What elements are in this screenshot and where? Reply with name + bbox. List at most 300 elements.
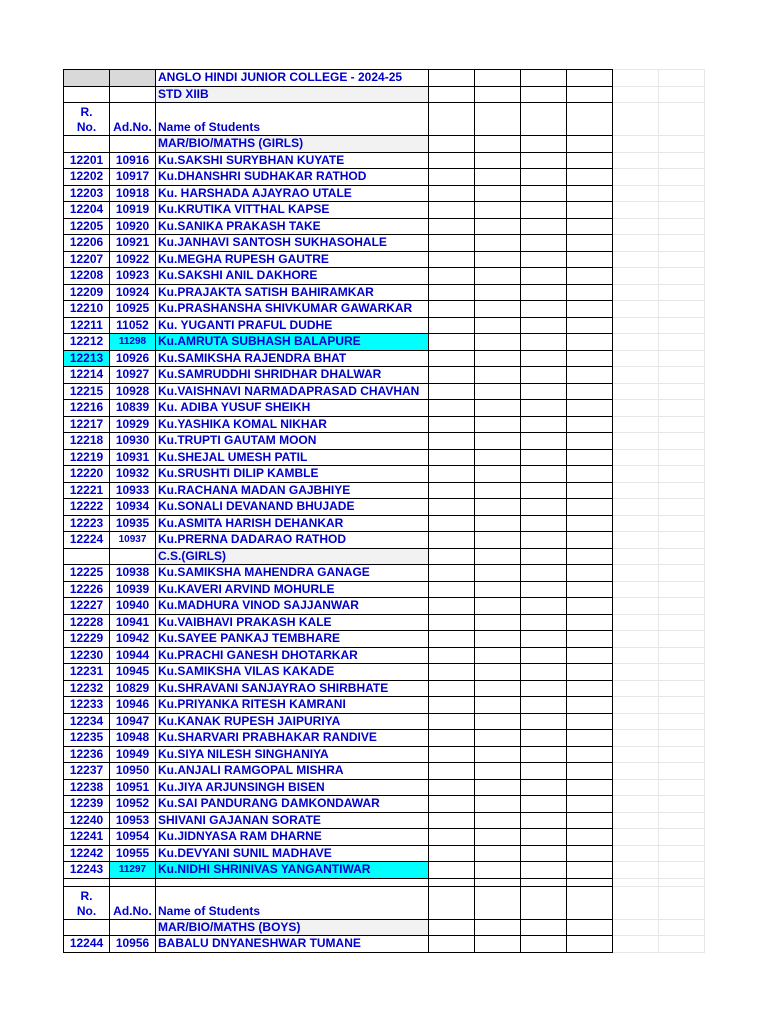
- empty-cell[interactable]: [429, 86, 475, 103]
- gridline-cell[interactable]: [613, 647, 659, 664]
- student-name[interactable]: Ku.PRERNA DADARAO RATHOD: [156, 532, 429, 549]
- gridline-cell[interactable]: [613, 334, 659, 351]
- gridline-cell[interactable]: [613, 499, 659, 516]
- empty-cell[interactable]: [429, 383, 475, 400]
- student-name[interactable]: Ku.SAMRUDDHI SHRIDHAR DHALWAR: [156, 367, 429, 384]
- empty-cell[interactable]: [521, 202, 567, 219]
- gridline-cell[interactable]: [613, 185, 659, 202]
- gridline-cell[interactable]: [659, 796, 705, 813]
- gridline-cell[interactable]: [659, 779, 705, 796]
- gridline-cell[interactable]: [613, 218, 659, 235]
- empty-cell[interactable]: [429, 433, 475, 450]
- gridline-cell[interactable]: [659, 103, 705, 136]
- roll-number[interactable]: 12230: [64, 647, 110, 664]
- admission-number[interactable]: 10939: [110, 581, 156, 598]
- admission-number[interactable]: 10937: [110, 532, 156, 549]
- empty-cell[interactable]: [475, 730, 521, 747]
- roll-number[interactable]: 12210: [64, 301, 110, 318]
- empty-cell[interactable]: [475, 845, 521, 862]
- student-name[interactable]: Ku.JIDNYASA RAM DHARNE: [156, 829, 429, 846]
- gridline-cell[interactable]: [613, 433, 659, 450]
- roll-number[interactable]: 12238: [64, 779, 110, 796]
- empty-cell[interactable]: [521, 631, 567, 648]
- empty-cell[interactable]: [475, 919, 521, 936]
- gridline-cell[interactable]: [659, 334, 705, 351]
- admission-number[interactable]: 10949: [110, 746, 156, 763]
- empty-cell[interactable]: [521, 713, 567, 730]
- roll-number[interactable]: 12229: [64, 631, 110, 648]
- empty-cell[interactable]: [567, 400, 613, 417]
- empty-cell[interactable]: [475, 466, 521, 483]
- empty-cell[interactable]: [429, 763, 475, 780]
- empty-cell[interactable]: [521, 845, 567, 862]
- empty-cell[interactable]: [521, 185, 567, 202]
- empty-cell[interactable]: [475, 598, 521, 615]
- empty-cell[interactable]: [429, 202, 475, 219]
- gridline-cell[interactable]: [613, 350, 659, 367]
- empty-cell[interactable]: [475, 218, 521, 235]
- empty-cell[interactable]: [521, 449, 567, 466]
- gridline-cell[interactable]: [613, 367, 659, 384]
- admission-number[interactable]: 10947: [110, 713, 156, 730]
- gridline-cell[interactable]: [659, 548, 705, 565]
- empty-cell[interactable]: [567, 202, 613, 219]
- gridline-cell[interactable]: [659, 218, 705, 235]
- gridline-cell[interactable]: [659, 433, 705, 450]
- roll-number[interactable]: 12222: [64, 499, 110, 516]
- roll-number[interactable]: 12201: [64, 152, 110, 169]
- roll-number[interactable]: 12243: [64, 862, 110, 879]
- college-title[interactable]: ANGLO HINDI JUNIOR COLLEGE - 2024-25: [156, 70, 429, 87]
- empty-cell[interactable]: [567, 548, 613, 565]
- empty-cell[interactable]: [521, 796, 567, 813]
- admission-number[interactable]: 10924: [110, 284, 156, 301]
- empty-cell[interactable]: [429, 680, 475, 697]
- empty-cell[interactable]: [64, 70, 110, 87]
- empty-cell[interactable]: [475, 317, 521, 334]
- gridline-cell[interactable]: [613, 70, 659, 87]
- empty-cell[interactable]: [567, 779, 613, 796]
- empty-cell[interactable]: [475, 631, 521, 648]
- admission-number[interactable]: 10920: [110, 218, 156, 235]
- admission-number[interactable]: 10926: [110, 350, 156, 367]
- roll-number[interactable]: 12234: [64, 713, 110, 730]
- empty-cell[interactable]: [475, 763, 521, 780]
- admission-number[interactable]: 10918: [110, 185, 156, 202]
- roll-number[interactable]: 12226: [64, 581, 110, 598]
- roll-number[interactable]: 12239: [64, 796, 110, 813]
- gridline-cell[interactable]: [659, 169, 705, 186]
- empty-cell[interactable]: [567, 598, 613, 615]
- empty-cell[interactable]: [521, 598, 567, 615]
- student-name[interactable]: Ku.SAMIKSHA MAHENDRA GANAGE: [156, 565, 429, 582]
- empty-cell[interactable]: [567, 647, 613, 664]
- gridline-cell[interactable]: [659, 647, 705, 664]
- empty-cell[interactable]: [567, 581, 613, 598]
- student-name[interactable]: BABALU DNYANESHWAR TUMANE: [156, 936, 429, 953]
- empty-cell[interactable]: [429, 152, 475, 169]
- empty-cell[interactable]: [521, 268, 567, 285]
- empty-cell[interactable]: [567, 664, 613, 681]
- roll-number[interactable]: 12204: [64, 202, 110, 219]
- gridline-cell[interactable]: [613, 862, 659, 879]
- admission-number[interactable]: 10954: [110, 829, 156, 846]
- empty-cell[interactable]: [521, 350, 567, 367]
- empty-cell[interactable]: [64, 919, 110, 936]
- empty-cell[interactable]: [429, 235, 475, 252]
- roll-number[interactable]: 12219: [64, 449, 110, 466]
- empty-cell[interactable]: [429, 334, 475, 351]
- admission-number[interactable]: 10922: [110, 251, 156, 268]
- empty-cell[interactable]: [475, 152, 521, 169]
- empty-cell[interactable]: [521, 647, 567, 664]
- empty-cell[interactable]: [429, 185, 475, 202]
- admission-number[interactable]: 10945: [110, 664, 156, 681]
- gridline-cell[interactable]: [659, 416, 705, 433]
- student-name[interactable]: Ku. YUGANTI PRAFUL DUDHE: [156, 317, 429, 334]
- empty-cell[interactable]: [475, 614, 521, 631]
- empty-cell[interactable]: [521, 466, 567, 483]
- student-name[interactable]: Ku.SRUSHTI DILIP KAMBLE: [156, 466, 429, 483]
- empty-cell[interactable]: [567, 919, 613, 936]
- roll-number[interactable]: 12233: [64, 697, 110, 714]
- empty-cell[interactable]: [521, 878, 567, 886]
- empty-cell[interactable]: [567, 713, 613, 730]
- gridline-cell[interactable]: [613, 919, 659, 936]
- gridline-cell[interactable]: [659, 268, 705, 285]
- empty-cell[interactable]: [567, 383, 613, 400]
- empty-cell[interactable]: [475, 878, 521, 886]
- student-name[interactable]: Ku.SHEJAL UMESH PATIL: [156, 449, 429, 466]
- empty-cell[interactable]: [567, 631, 613, 648]
- column-header-adno[interactable]: Ad.No.: [110, 886, 156, 919]
- empty-cell[interactable]: [521, 103, 567, 136]
- empty-cell[interactable]: [64, 878, 110, 886]
- roll-number[interactable]: 12225: [64, 565, 110, 582]
- gridline-cell[interactable]: [659, 812, 705, 829]
- empty-cell[interactable]: [429, 812, 475, 829]
- gridline-cell[interactable]: [659, 581, 705, 598]
- roll-number[interactable]: 12228: [64, 614, 110, 631]
- empty-cell[interactable]: [475, 796, 521, 813]
- empty-cell[interactable]: [521, 334, 567, 351]
- empty-cell[interactable]: [521, 532, 567, 549]
- admission-number[interactable]: 10950: [110, 763, 156, 780]
- admission-number[interactable]: 10931: [110, 449, 156, 466]
- empty-cell[interactable]: [567, 152, 613, 169]
- roll-number[interactable]: 12241: [64, 829, 110, 846]
- admission-number[interactable]: 10944: [110, 647, 156, 664]
- admission-number[interactable]: 10935: [110, 515, 156, 532]
- empty-cell[interactable]: [521, 284, 567, 301]
- gridline-cell[interactable]: [613, 664, 659, 681]
- gridline-cell[interactable]: [659, 730, 705, 747]
- empty-cell[interactable]: [475, 268, 521, 285]
- roll-number[interactable]: 12215: [64, 383, 110, 400]
- empty-cell[interactable]: [475, 680, 521, 697]
- student-name[interactable]: Ku. ADIBA YUSUF SHEIKH: [156, 400, 429, 417]
- admission-number[interactable]: 10829: [110, 680, 156, 697]
- roll-number[interactable]: 12216: [64, 400, 110, 417]
- empty-cell[interactable]: [475, 499, 521, 516]
- student-name[interactable]: Ku.YASHIKA KOMAL NIKHAR: [156, 416, 429, 433]
- empty-cell[interactable]: [110, 86, 156, 103]
- gridline-cell[interactable]: [659, 845, 705, 862]
- empty-cell[interactable]: [475, 70, 521, 87]
- empty-cell[interactable]: [429, 482, 475, 499]
- empty-cell[interactable]: [521, 548, 567, 565]
- student-name[interactable]: Ku.SIYA NILESH SINGHANIYA: [156, 746, 429, 763]
- empty-cell[interactable]: [521, 515, 567, 532]
- empty-cell[interactable]: [429, 697, 475, 714]
- empty-cell[interactable]: [521, 779, 567, 796]
- empty-cell[interactable]: [64, 86, 110, 103]
- empty-cell[interactable]: [429, 251, 475, 268]
- empty-cell[interactable]: [475, 350, 521, 367]
- gridline-cell[interactable]: [613, 482, 659, 499]
- roll-number[interactable]: 12207: [64, 251, 110, 268]
- student-name[interactable]: Ku.SHARVARI PRABHAKAR RANDIVE: [156, 730, 429, 747]
- empty-cell[interactable]: [567, 317, 613, 334]
- student-name[interactable]: Ku.SAYEE PANKAJ TEMBHARE: [156, 631, 429, 648]
- empty-cell[interactable]: [429, 466, 475, 483]
- roll-number[interactable]: 12242: [64, 845, 110, 862]
- gridline-cell[interactable]: [613, 532, 659, 549]
- gridline-cell[interactable]: [659, 680, 705, 697]
- gridline-cell[interactable]: [613, 235, 659, 252]
- gridline-cell[interactable]: [613, 581, 659, 598]
- empty-cell[interactable]: [567, 829, 613, 846]
- empty-cell[interactable]: [110, 70, 156, 87]
- empty-cell[interactable]: [567, 433, 613, 450]
- empty-cell[interactable]: [475, 581, 521, 598]
- roll-number[interactable]: 12217: [64, 416, 110, 433]
- empty-cell[interactable]: [475, 185, 521, 202]
- column-header-name[interactable]: Name of Students: [156, 103, 429, 136]
- empty-cell[interactable]: [475, 548, 521, 565]
- admission-number[interactable]: 10955: [110, 845, 156, 862]
- column-header-adno[interactable]: Ad.No.: [110, 103, 156, 136]
- admission-number[interactable]: 10923: [110, 268, 156, 285]
- admission-number[interactable]: 10956: [110, 936, 156, 953]
- empty-cell[interactable]: [475, 829, 521, 846]
- empty-cell[interactable]: [429, 317, 475, 334]
- empty-cell[interactable]: [567, 614, 613, 631]
- empty-cell[interactable]: [567, 136, 613, 153]
- roll-number[interactable]: 12224: [64, 532, 110, 549]
- gridline-cell[interactable]: [613, 515, 659, 532]
- gridline-cell[interactable]: [659, 70, 705, 87]
- empty-cell[interactable]: [475, 103, 521, 136]
- empty-cell[interactable]: [567, 482, 613, 499]
- gridline-cell[interactable]: [613, 202, 659, 219]
- empty-cell[interactable]: [567, 746, 613, 763]
- student-name[interactable]: Ku.KRUTIKA VITTHAL KAPSE: [156, 202, 429, 219]
- empty-cell[interactable]: [475, 235, 521, 252]
- student-name[interactable]: SHIVANI GAJANAN SORATE: [156, 812, 429, 829]
- admission-number[interactable]: 10925: [110, 301, 156, 318]
- gridline-cell[interactable]: [659, 317, 705, 334]
- empty-cell[interactable]: [521, 664, 567, 681]
- empty-cell[interactable]: [429, 284, 475, 301]
- gridline-cell[interactable]: [613, 400, 659, 417]
- empty-cell[interactable]: [475, 449, 521, 466]
- empty-cell[interactable]: [567, 796, 613, 813]
- empty-cell[interactable]: [567, 763, 613, 780]
- admission-number[interactable]: 10928: [110, 383, 156, 400]
- empty-cell[interactable]: [567, 515, 613, 532]
- empty-cell[interactable]: [521, 730, 567, 747]
- admission-number[interactable]: 10952: [110, 796, 156, 813]
- empty-cell[interactable]: [475, 532, 521, 549]
- empty-cell[interactable]: [521, 936, 567, 953]
- empty-cell[interactable]: [429, 647, 475, 664]
- empty-cell[interactable]: [475, 647, 521, 664]
- admission-number[interactable]: 10916: [110, 152, 156, 169]
- roll-number[interactable]: 12232: [64, 680, 110, 697]
- student-name[interactable]: Ku.SAKSHI SURYBHAN KUYATE: [156, 152, 429, 169]
- student-name[interactable]: Ku.SAMIKSHA RAJENDRA BHAT: [156, 350, 429, 367]
- admission-number[interactable]: 11297: [110, 862, 156, 879]
- admission-number[interactable]: 11052: [110, 317, 156, 334]
- admission-number[interactable]: 11298: [110, 334, 156, 351]
- empty-cell[interactable]: [521, 383, 567, 400]
- gridline-cell[interactable]: [613, 886, 659, 919]
- student-name[interactable]: Ku.SHRAVANI SANJAYRAO SHIRBHATE: [156, 680, 429, 697]
- gridline-cell[interactable]: [613, 152, 659, 169]
- gridline-cell[interactable]: [659, 136, 705, 153]
- empty-cell[interactable]: [475, 334, 521, 351]
- empty-cell[interactable]: [521, 400, 567, 417]
- empty-cell[interactable]: [475, 482, 521, 499]
- admission-number[interactable]: 10933: [110, 482, 156, 499]
- empty-cell[interactable]: [156, 878, 429, 886]
- empty-cell[interactable]: [429, 581, 475, 598]
- gridline-cell[interactable]: [613, 936, 659, 953]
- empty-cell[interactable]: [567, 449, 613, 466]
- gridline-cell[interactable]: [613, 829, 659, 846]
- empty-cell[interactable]: [567, 845, 613, 862]
- student-name[interactable]: Ku. HARSHADA AJAYRAO UTALE: [156, 185, 429, 202]
- admission-number[interactable]: 10953: [110, 812, 156, 829]
- admission-number[interactable]: 10941: [110, 614, 156, 631]
- empty-cell[interactable]: [429, 367, 475, 384]
- roll-number[interactable]: 12223: [64, 515, 110, 532]
- roll-number[interactable]: 12212: [64, 334, 110, 351]
- empty-cell[interactable]: [429, 169, 475, 186]
- gridline-cell[interactable]: [659, 466, 705, 483]
- admission-number[interactable]: 10930: [110, 433, 156, 450]
- empty-cell[interactable]: [475, 713, 521, 730]
- gridline-cell[interactable]: [613, 796, 659, 813]
- empty-cell[interactable]: [429, 532, 475, 549]
- empty-cell[interactable]: [567, 103, 613, 136]
- roll-number[interactable]: 12202: [64, 169, 110, 186]
- empty-cell[interactable]: [567, 185, 613, 202]
- gridline-cell[interactable]: [659, 631, 705, 648]
- gridline-cell[interactable]: [613, 383, 659, 400]
- empty-cell[interactable]: [521, 812, 567, 829]
- empty-cell[interactable]: [521, 763, 567, 780]
- gridline-cell[interactable]: [659, 251, 705, 268]
- empty-cell[interactable]: [475, 383, 521, 400]
- empty-cell[interactable]: [521, 680, 567, 697]
- admission-number[interactable]: 10929: [110, 416, 156, 433]
- empty-cell[interactable]: [429, 218, 475, 235]
- empty-cell[interactable]: [475, 779, 521, 796]
- student-name[interactable]: Ku.SAKSHI ANIL DAKHORE: [156, 268, 429, 285]
- empty-cell[interactable]: [567, 334, 613, 351]
- gridline-cell[interactable]: [659, 202, 705, 219]
- gridline-cell[interactable]: [659, 350, 705, 367]
- admission-number[interactable]: 10934: [110, 499, 156, 516]
- student-name[interactable]: Ku.SANIKA PRAKASH TAKE: [156, 218, 429, 235]
- empty-cell[interactable]: [567, 350, 613, 367]
- gridline-cell[interactable]: [659, 936, 705, 953]
- student-name[interactable]: Ku.DEVYANI SUNIL MADHAVE: [156, 845, 429, 862]
- empty-cell[interactable]: [475, 136, 521, 153]
- admission-number[interactable]: 10942: [110, 631, 156, 648]
- section-title[interactable]: MAR/BIO/MATHS (GIRLS): [156, 136, 429, 153]
- gridline-cell[interactable]: [613, 169, 659, 186]
- empty-cell[interactable]: [429, 548, 475, 565]
- section-title[interactable]: MAR/BIO/MATHS (BOYS): [156, 919, 429, 936]
- empty-cell[interactable]: [475, 301, 521, 318]
- student-name[interactable]: Ku.NIDHI SHRINIVAS YANGANTIWAR: [156, 862, 429, 879]
- empty-cell[interactable]: [567, 70, 613, 87]
- student-name[interactable]: Ku.PRAJAKTA SATISH BAHIRAMKAR: [156, 284, 429, 301]
- gridline-cell[interactable]: [659, 598, 705, 615]
- roll-number[interactable]: 12206: [64, 235, 110, 252]
- gridline-cell[interactable]: [659, 400, 705, 417]
- student-name[interactable]: Ku.VAISHNAVI NARMADAPRASAD CHAVHAN: [156, 383, 429, 400]
- gridline-cell[interactable]: [613, 631, 659, 648]
- empty-cell[interactable]: [64, 548, 110, 565]
- empty-cell[interactable]: [429, 878, 475, 886]
- empty-cell[interactable]: [429, 730, 475, 747]
- roll-number[interactable]: 12213: [64, 350, 110, 367]
- gridline-cell[interactable]: [613, 251, 659, 268]
- roll-number[interactable]: 12221: [64, 482, 110, 499]
- empty-cell[interactable]: [110, 136, 156, 153]
- gridline-cell[interactable]: [659, 235, 705, 252]
- gridline-cell[interactable]: [659, 829, 705, 846]
- student-name[interactable]: Ku.VAIBHAVI PRAKASH KALE: [156, 614, 429, 631]
- gridline-cell[interactable]: [613, 301, 659, 318]
- empty-cell[interactable]: [429, 936, 475, 953]
- empty-cell[interactable]: [429, 746, 475, 763]
- student-name[interactable]: Ku.MEGHA RUPESH GAUTRE: [156, 251, 429, 268]
- empty-cell[interactable]: [429, 70, 475, 87]
- admission-number[interactable]: 10938: [110, 565, 156, 582]
- empty-cell[interactable]: [521, 746, 567, 763]
- admission-number[interactable]: 10932: [110, 466, 156, 483]
- empty-cell[interactable]: [429, 565, 475, 582]
- empty-cell[interactable]: [429, 416, 475, 433]
- empty-cell[interactable]: [567, 284, 613, 301]
- empty-cell[interactable]: [475, 251, 521, 268]
- admission-number[interactable]: 10839: [110, 400, 156, 417]
- empty-cell[interactable]: [475, 886, 521, 919]
- empty-cell[interactable]: [521, 581, 567, 598]
- admission-number[interactable]: 10927: [110, 367, 156, 384]
- empty-cell[interactable]: [475, 936, 521, 953]
- gridline-cell[interactable]: [613, 565, 659, 582]
- gridline-cell[interactable]: [659, 515, 705, 532]
- empty-cell[interactable]: [521, 301, 567, 318]
- empty-cell[interactable]: [429, 103, 475, 136]
- gridline-cell[interactable]: [613, 136, 659, 153]
